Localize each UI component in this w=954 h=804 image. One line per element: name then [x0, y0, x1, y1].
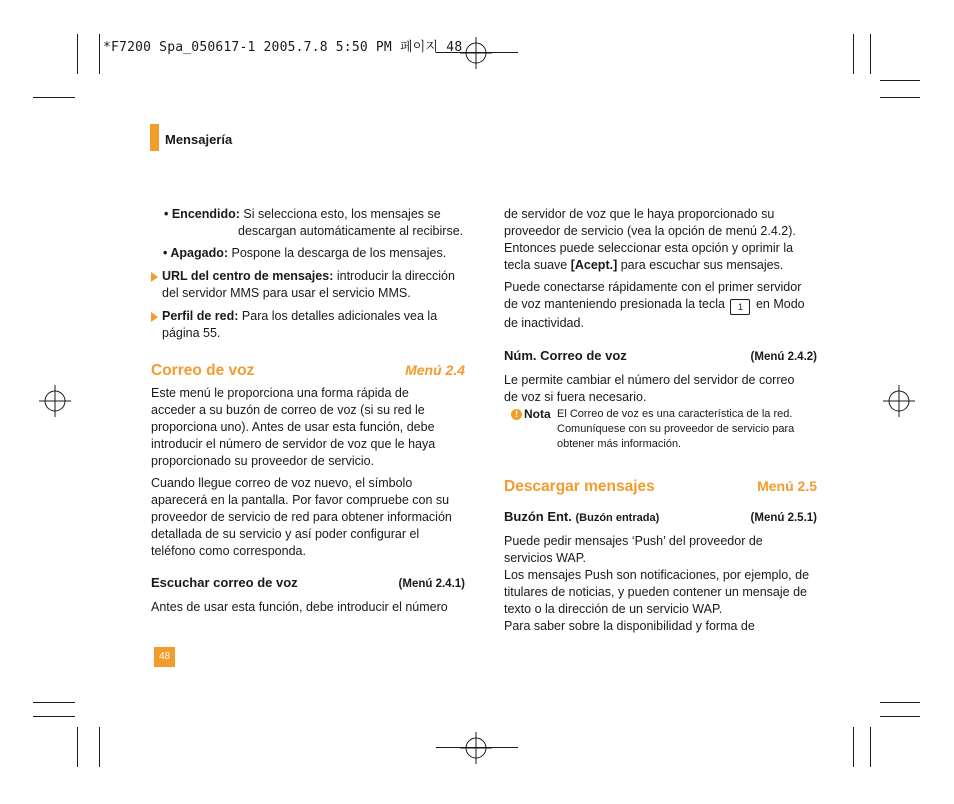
crop-mark: [853, 727, 854, 767]
heading-text: Núm. Correo de voz: [504, 348, 627, 363]
heading-escuchar: [151, 574, 465, 593]
num-paragraph: [504, 372, 817, 406]
arrow-text: Para los detalles adicionales vea la: [241, 309, 438, 323]
note-box: [504, 407, 817, 452]
arrow-item-url: [151, 268, 465, 302]
heading-subtext: (Buzón entrada): [575, 512, 660, 524]
registration-mark-icon: [460, 37, 492, 69]
voice-paragraph-2: [151, 475, 465, 560]
heading-menu-ref: Menú 2.4: [405, 362, 465, 378]
text-line: acceder a su buzón de correo de voz (si su red le: [151, 403, 425, 417]
bullet-text: descargan automáticamente al recibirse.: [238, 224, 464, 238]
section-tab: [150, 124, 159, 151]
text-line: El Correo de voz es una característica de la red.: [557, 408, 793, 420]
registration-mark-icon: [883, 385, 915, 417]
text-line: para escuchar sus mensajes.: [620, 258, 784, 272]
heading-text: Descargar mensajes: [504, 478, 655, 495]
print-header: *F7200 Spa_050617-1 2005.7.8 5:50 PM 페이지 48: [103, 40, 463, 55]
crop-mark: [33, 97, 75, 98]
text-line: Para saber sobre la disponibilidad y forma de: [504, 619, 755, 633]
text-line: obtener más información.: [557, 438, 682, 450]
text-line: introducir el número de servidor de voz que le haya: [151, 437, 436, 451]
crop-mark: [99, 34, 100, 74]
text-line: de servidor de voz que le haya proporcionado su: [504, 207, 775, 221]
text-line: proporcionado su proveedor de servicio.: [151, 454, 375, 468]
heading-correo-de-voz: [151, 362, 465, 379]
bullet-label: • Apagado:: [163, 246, 229, 260]
crop-mark: [880, 716, 920, 717]
text-line: Le permite cambiar el número del servidor de correo: [504, 373, 795, 387]
right-paragraph-2: [504, 279, 817, 332]
heading-menu-ref: Menú 2.5: [757, 478, 817, 494]
inbox-paragraph: [504, 533, 817, 635]
text-line: Puede conectarse rápidamente con el primer servidor: [504, 280, 802, 294]
section-title: Mensajería: [165, 132, 233, 147]
softkey-label: [Acept.]: [570, 258, 618, 272]
text-line: proveedor de servicio (vea la opción de menú 2.4.2).: [504, 224, 796, 238]
crop-mark: [880, 97, 920, 98]
crop-mark: [880, 80, 920, 81]
bullet-label: • Encendido:: [164, 207, 240, 221]
heading-menu-ref: (Menú 2.4.1): [398, 578, 465, 590]
voice-paragraph-1: [151, 385, 465, 470]
text-line: Entonces puede seleccionar esta opción y oprimir la: [504, 241, 794, 255]
crop-mark: [33, 702, 75, 703]
arrow-label: Perfil de red:: [162, 309, 239, 323]
crop-mark: [77, 727, 78, 767]
crop-mark: [853, 34, 854, 74]
page-number-badge: 48: [154, 647, 175, 667]
text-line: texto o la dirección de un servicio WAP.: [504, 602, 723, 616]
heading-text: Buzón Ent.: [504, 509, 572, 524]
text-line: Los mensajes Push son notificaciones, por ejemplo, de: [504, 568, 810, 582]
crop-mark: [99, 727, 100, 767]
bullet-text: Si selecciona esto, los mensajes se: [243, 207, 441, 221]
text-line: teléfono como corresponda.: [151, 544, 306, 558]
crop-mark: [870, 727, 871, 767]
text-line: Comuníquese con su proveedor de servicio para: [557, 423, 795, 435]
crop-mark: [77, 34, 78, 74]
text-line: tecla suave: [504, 258, 568, 272]
heading-descargar: [504, 478, 817, 495]
text-line: Este menú le proporciona una forma rápida de: [151, 386, 409, 400]
text-line: de voz manteniendo presionada la tecla: [504, 297, 725, 311]
registration-mark-icon: [460, 732, 492, 764]
listen-paragraph: Antes de usar esta función, debe introducir el número: [151, 600, 448, 614]
heading-menu-ref: (Menú 2.4.2): [750, 351, 817, 363]
heading-buzon: [504, 508, 817, 527]
note-label: Nota: [524, 407, 551, 421]
arrow-text: del servidor MMS para usar el servicio MMS.: [162, 286, 411, 300]
text-line: Cuando llegue correo de voz nuevo, el símbolo: [151, 476, 413, 490]
heading-text: Escuchar correo de voz: [151, 575, 298, 590]
heading-num-correo: [504, 347, 817, 366]
bullet-encendido: [151, 206, 465, 240]
voicemail-key-icon: 1: [730, 299, 750, 315]
text-line: de inactividad.: [504, 316, 584, 330]
bullet-apagado: [151, 245, 465, 262]
text-line: servicios WAP.: [504, 551, 586, 565]
right-column: [504, 206, 817, 635]
right-paragraph-1: [504, 206, 817, 274]
arrow-item-profile: [151, 308, 465, 342]
text-line: de voz si fuera necesario.: [504, 390, 647, 404]
heading-menu-ref: (Menú 2.5.1): [750, 512, 817, 524]
arrow-icon: [151, 272, 158, 282]
text-line: proveedor de servicio de red para obtener información: [151, 510, 452, 524]
arrow-text: página 55.: [162, 326, 221, 340]
crop-mark: [880, 702, 920, 703]
bullet-text: Pospone la descarga de los mensajes.: [231, 246, 447, 260]
arrow-text: introducir la dirección: [336, 269, 455, 283]
arrow-label: URL del centro de mensajes:: [162, 269, 334, 283]
crop-mark: [870, 34, 871, 74]
left-column: [151, 206, 465, 616]
text-line: aparecerá en la pantalla. Por favor compruebe con su: [151, 493, 450, 507]
text-line: proporciona uno). Antes de usar esta función, debe: [151, 420, 435, 434]
text-line: titulares de noticias, y pueden contener un mensaje de: [504, 585, 807, 599]
text-line: Puede pedir mensajes ‘Push’ del proveedor de: [504, 534, 763, 548]
text-line: en Modo: [755, 297, 805, 311]
arrow-icon: [151, 312, 158, 322]
text-line: detallada de su servicio y así poder configurar el: [151, 527, 420, 541]
crop-mark: [33, 716, 75, 717]
note-icon: !: [511, 409, 522, 420]
registration-mark-icon: [39, 385, 71, 417]
heading-text: Correo de voz: [151, 362, 255, 379]
